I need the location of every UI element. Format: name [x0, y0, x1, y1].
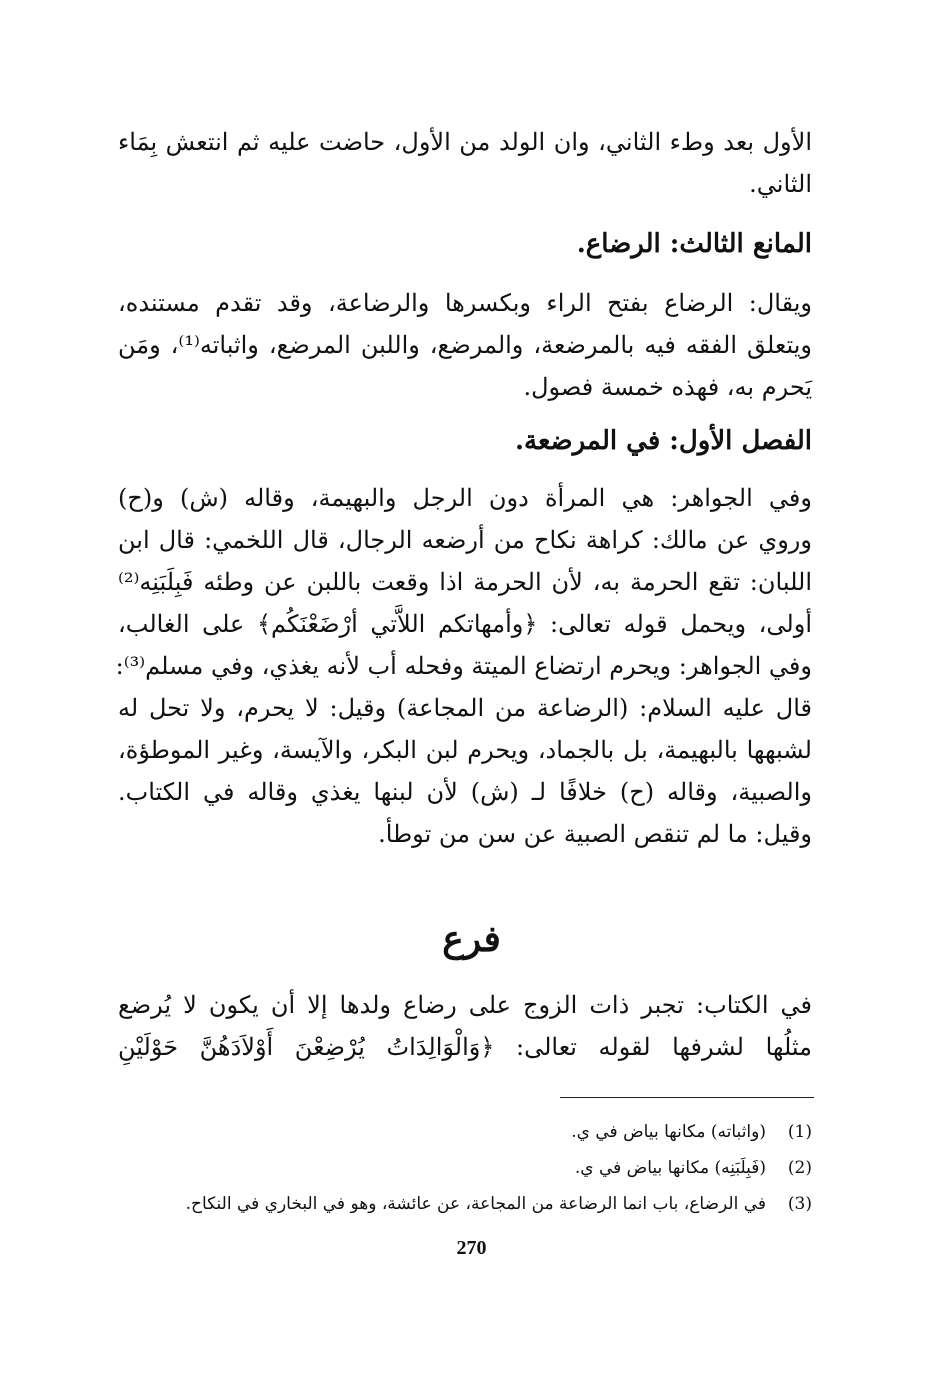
paragraph-definition [118, 282, 812, 408]
text-line: اللبان: تقع الحرمة به، لأن الحرمة اذا وقعت باللبن عن وطئه فَبِلَبَنِه⁽²⁾ [118, 568, 812, 596]
text-line: ويتعلق الفقه فيه بالمرضعة، والمرضع، واللبن المرضع، واثباته⁽¹⁾، ومَن [118, 331, 813, 359]
footnote-item [118, 1114, 812, 1150]
text-line: وفي الجواهر: هي المرأة دون الرجل والبهيمة، وقاله (ش) و(ح) [118, 484, 812, 512]
text-line: وفي الجواهر: ويحرم ارتضاع الميتة وفحله أب لأنه يغذي، وفي مسلم⁽³⁾: [115, 652, 812, 680]
section-heading-third-impediment [118, 223, 812, 265]
footnote-separator [560, 1097, 814, 1098]
text-line: ويقال: الرضاع بفتح الراء وبكسرها والرضاعة، وقد تقدم مستنده، [118, 289, 812, 317]
text-line: يَحرم به، فهذه خمسة فصول. [523, 373, 812, 401]
text-line: وقيل: ما لم تنقص الصبية عن سن من توطأ. [378, 820, 812, 848]
footnote-item [118, 1150, 812, 1186]
text-line: وروي عن مالك: كراهة نكاح من أرضعه الرجال، قال اللخمي: قال ابن [118, 526, 812, 554]
section-heading-first-chapter [118, 420, 812, 462]
footnote-text: (فَبِلَبَنِه) مكانها بياض في ي. [574, 1158, 766, 1178]
paragraph-jawahir [115, 477, 812, 855]
heading-text: الفصل الأول: في المرضعة. [514, 426, 812, 456]
text-line: مثلُها لشرفها لقوله تعالى: ﴿وَالْوَالِدَاتُ يُرْضِعْنَ أَوْلاَدَهُنَّ حَوْلَيْنِ [118, 1033, 812, 1061]
footnotes [118, 1114, 812, 1222]
section-title-far: فرع [442, 918, 501, 960]
footnote-number: (2) [787, 1158, 812, 1178]
heading-text: المانع الثالث: الرضاع. [576, 229, 812, 259]
footnote-item [118, 1186, 812, 1222]
text-line: في الكتاب: تجبر ذات الزوج على رضاع ولدها إلا أن يكون لا يُرضع [118, 991, 812, 1019]
text-line: أولى، ويحمل قوله تعالى: ﴿وأمهاتكم اللاَّتي أرْضَعْنَكُم﴾ على الغالب، [118, 610, 812, 638]
footnote-text: في الرضاع، باب انما الرضاعة من المجاعة، عن عائشة، وهو في البخاري في النكاح. [185, 1194, 766, 1214]
text-line: الأول بعد وطء الثاني، وان الولد من الأول، حاضت عليه ثم انتعش بِمَاء [118, 128, 812, 156]
text-line: قال عليه السلام: (الرضاعة من المجاعة) وقيل: لا يحرم، ولا تحل له [118, 694, 812, 722]
text-line: والصبية، وقاله (ح) خلافًا لـ (ش) لأن لبنها يغذي وقاله في الكتاب. [118, 778, 812, 806]
paragraph-kitab [118, 984, 812, 1068]
text-line: الثاني. [749, 170, 812, 198]
footnote-number: (3) [787, 1194, 812, 1214]
paragraph-continuation [118, 121, 812, 205]
text-line: لشبهها بالبهيمة، بل بالجماد، ويحرم لبن البكر، والآيسة، وغير الموطؤة، [118, 736, 812, 764]
footnote-number: (1) [787, 1122, 812, 1142]
page-number: 270 [456, 1237, 487, 1259]
footnote-text: (واثباته) مكانها بياض في ي. [571, 1122, 766, 1142]
